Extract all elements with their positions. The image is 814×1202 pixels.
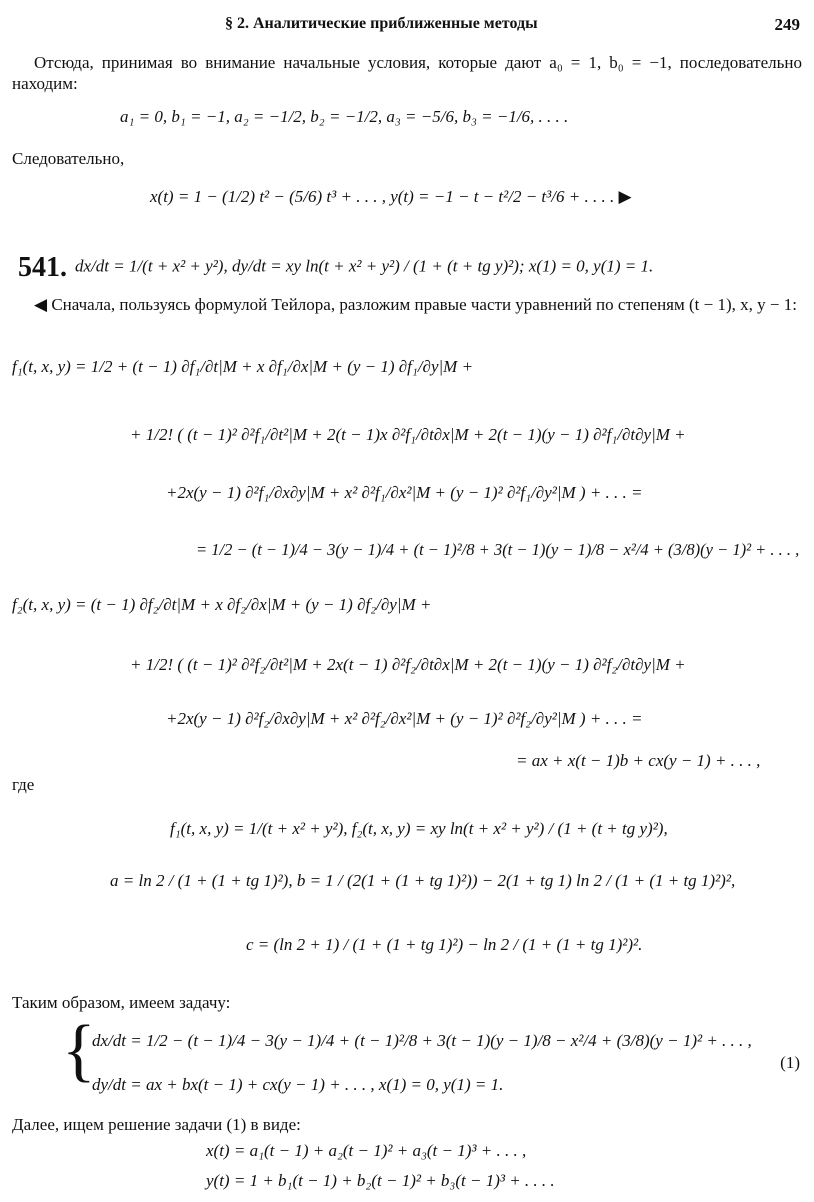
f1-expansion-line-4: = 1/2 − (t − 1)/4 − 3(y − 1)/4 + (t − 1)²/8 + 3(t − 1)(y − 1)/8 − x²/4 + (3/8)(y − 1)² + . . . , [196,540,800,559]
system-equation-1: dx/dt = 1/2 − (t − 1)/4 − 3(y − 1)/4 + (t − 1)²/8 + 3(t − 1)(y − 1)/8 − x²/4 + (3/8)(y − 1)² + . . . , [92,1031,752,1050]
section-title: § 2. Аналитические приближенные методы [225,15,538,32]
running-header [0,14,814,36]
where-text: где [12,775,35,794]
thus-text: Таким образом, имеем задачу: [12,993,231,1012]
function-definitions: f₁(t, x, y) = 1/(t + x² + y²), f₂(t, x, y) = xy ln(t + x² + y²) / (1 + (t + tg y)²), [170,819,668,838]
problem-541 [18,250,653,285]
coefficients-line: a₁ = 0, b₁ = −1, a₂ = −1/2, b₂ = −1/2, a₃ = −5/6, b₃ = −1/6, . . . . [120,107,569,126]
f2-expansion-line-1: f₂(t, x, y) = (t − 1) ∂f₂/∂t|M + x ∂f₂/∂x|M + (y − 1) ∂f₂/∂y|M + [12,595,432,614]
f1-expansion-line-3: +2x(y − 1) ∂²f₁/∂x∂y|M + x² ∂²f₁/∂x²|M + (y − 1)² ∂²f₁/∂y²|M ) + . . . = [166,483,643,502]
equation-number: (1) [780,1053,800,1072]
f2-expansion-line-2: + 1/2! ( (t − 1)² ∂²f₂/∂t²|M + 2x(t − 1) ∂²f₂/∂t∂x|M + 2(t − 1)(y − 1) ∂²f₂/∂t∂y|M + [130,655,686,674]
further-text: Далее, ищем решение задачи (1) в виде: [12,1115,301,1134]
ansatz-x: x(t) = a₁(t − 1) + a₂(t − 1)² + a₃(t − 1)³ + . . . , [206,1141,527,1160]
f1-expansion-line-2: + 1/2! ( (t − 1)² ∂²f₁/∂t²|M + 2(t − 1)x ∂²f₁/∂t∂x|M + 2(t − 1)(y − 1) ∂²f₁/∂t∂y|M + [130,425,686,444]
page-number: 249 [774,15,800,34]
consequently-text: Следовательно, [12,149,125,168]
constants-a-b: a = ln 2 / (1 + (1 + tg 1)²), b = 1 / (2(1 + (1 + tg 1)²)) − 2(1 + tg 1) ln 2 / (1 + (1 + tg 1)²)², [110,871,736,890]
series-solution: x(t) = 1 − (1/2) t² − (5/6) t³ + . . . , y(t) = −1 − t − t²/2 − t³/6 + . . . . ▶ [150,187,632,206]
problem-number: 541. [18,252,67,283]
f1-expansion-line-1: f₁(t, x, y) = 1/2 + (t − 1) ∂f₁/∂t|M + x ∂f₁/∂x|M + (y − 1) ∂f₁/∂y|M + [12,357,474,376]
system-equation-2: dy/dt = ax + bx(t − 1) + cx(y − 1) + . . . , x(1) = 0, y(1) = 1. [92,1075,504,1094]
ansatz-y: y(t) = 1 + b₁(t − 1) + b₂(t − 1)² + b₃(t − 1)³ + . . . . [206,1171,555,1190]
system-brace: { [62,1012,96,1089]
f2-expansion-line-3: +2x(y − 1) ∂²f₂/∂x∂y|M + x² ∂²f₂/∂x²|M + (y − 1)² ∂²f₂/∂y²|M ) + . . . = [166,709,643,728]
f2-expansion-line-4: = ax + x(t − 1)b + cx(y − 1) + . . . , [516,751,761,770]
constant-c: c = (ln 2 + 1) / (1 + (1 + tg 1)²) − ln 2 / (1 + (1 + tg 1)²)². [246,935,643,954]
problem-statement: dx/dt = 1/(t + x² + y²), dy/dt = xy ln(t + x² + y²) / (1 + (t + tg y)²); x(1) = 0, y(1) = 1. [75,256,654,276]
intro-paragraph: Отсюда, принимая во внимание начальные условия, которые дают a₀ = 1, b₀ = −1, последовательно находим: [12,53,802,94]
taylor-intro-paragraph: ◀ Сначала, пользуясь формулой Тейлора, разложим правые части уравнений по степеням (t − 1), x, y − 1: [34,295,797,314]
